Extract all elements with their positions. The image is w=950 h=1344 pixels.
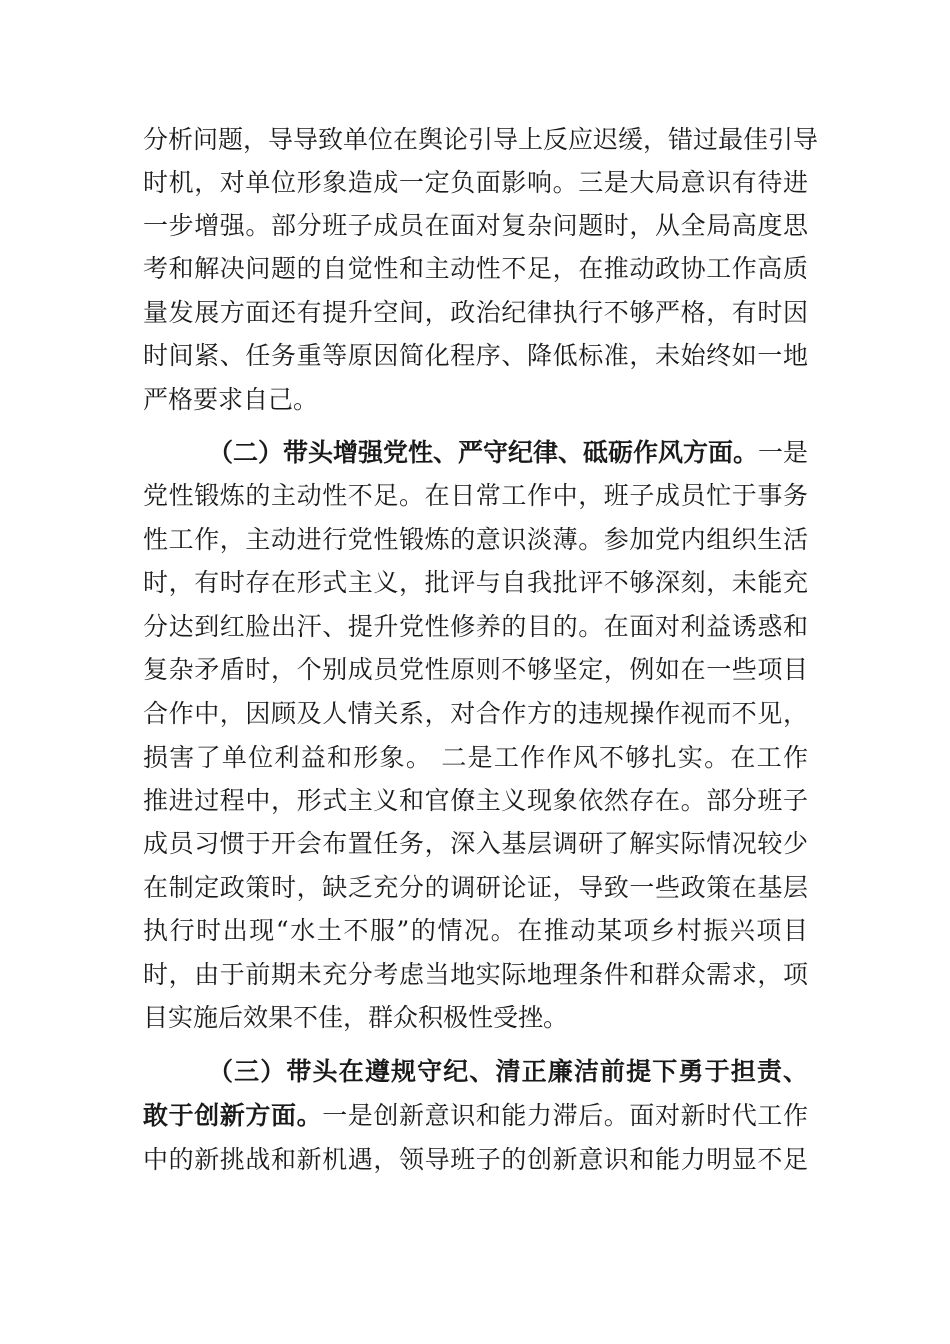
text-line: 时间紧、任务重等原因简化程序、降低标准，未始终如一地 <box>143 341 808 370</box>
text-line: 成员习惯于开会布置任务，深入基层调研了解实际情况较少 <box>143 829 808 858</box>
heading-bold: （二）带头增强党性、严守纪律、砥砺作风方面。 <box>208 438 759 467</box>
text-line: 损害了单位利益和形象。 二是工作作风不够扎实。在工作 <box>143 743 808 772</box>
text-line: 性工作，主动进行党性锻炼的意识淡薄。参加党内组织生活 <box>143 525 808 554</box>
text-line: 考和解决问题的自觉性和主动性不足，在推动政协工作高质 <box>143 254 808 283</box>
text-line: 在制定政策时，缺乏充分的调研论证，导致一些政策在基层 <box>143 873 808 902</box>
section-heading-3 <box>208 1050 808 1094</box>
section-heading-2: （二）带头增强党性、严守纪律、砥砺作风方面。一是 <box>208 438 809 467</box>
heading-bold: 敢于创新方面。 <box>143 1101 323 1130</box>
text-line: 执行时出现“水土不服”的情况。在推动某项乡村振兴项目 <box>143 916 808 945</box>
text-line: 党性锻炼的主动性不足。在日常工作中，班子成员忙于事务 <box>143 481 808 510</box>
text-line: 分析问题，导导致单位在舆论引导上反应迟缓，错过最佳引导 <box>143 125 819 154</box>
text-line: 复杂矛盾时，个别成员党性原则不够坚定，例如在一些项目 <box>143 655 808 684</box>
text-line: 目实施后效果不佳，群众积极性受挫。 <box>143 1003 569 1032</box>
text-line: 量发展方面还有提升空间，政治纪律执行不够严格，有时因 <box>143 298 808 327</box>
heading-bold: （三）带头在遵规守纪、清正廉洁前提下勇于担责、 <box>208 1057 808 1086</box>
text-line: 中的新挑战和新机遇，领导班子的创新意识和能力明显不足 <box>143 1145 808 1174</box>
text-line: 一步增强。部分班子成员在面对复杂问题时，从全局高度思 <box>143 211 808 240</box>
text-line: 敢于创新方面。一是创新意识和能力滞后。面对新时代工作 <box>143 1101 808 1130</box>
text-line: 时，由于前期未充分考虑当地实际地理条件和群众需求，项 <box>143 960 808 989</box>
text-line: 推进过程中，形式主义和官僚主义现象依然存在。部分班子 <box>143 786 808 815</box>
text-line: 合作中，因顾及人情关系，对合作方的违规操作视而不见， <box>143 699 808 728</box>
text-line: 严格要求自己。 <box>143 385 319 414</box>
text-line: 时，有时存在形式主义，批评与自我批评不够深刻，未能充 <box>143 568 808 597</box>
text-line: 分达到红脸出汗、提升党性修养的目的。在面对利益诱惑和 <box>143 612 808 641</box>
text-line: 时机，对单位形象造成一定负面影响。三是大局意识有待进 <box>143 168 808 197</box>
